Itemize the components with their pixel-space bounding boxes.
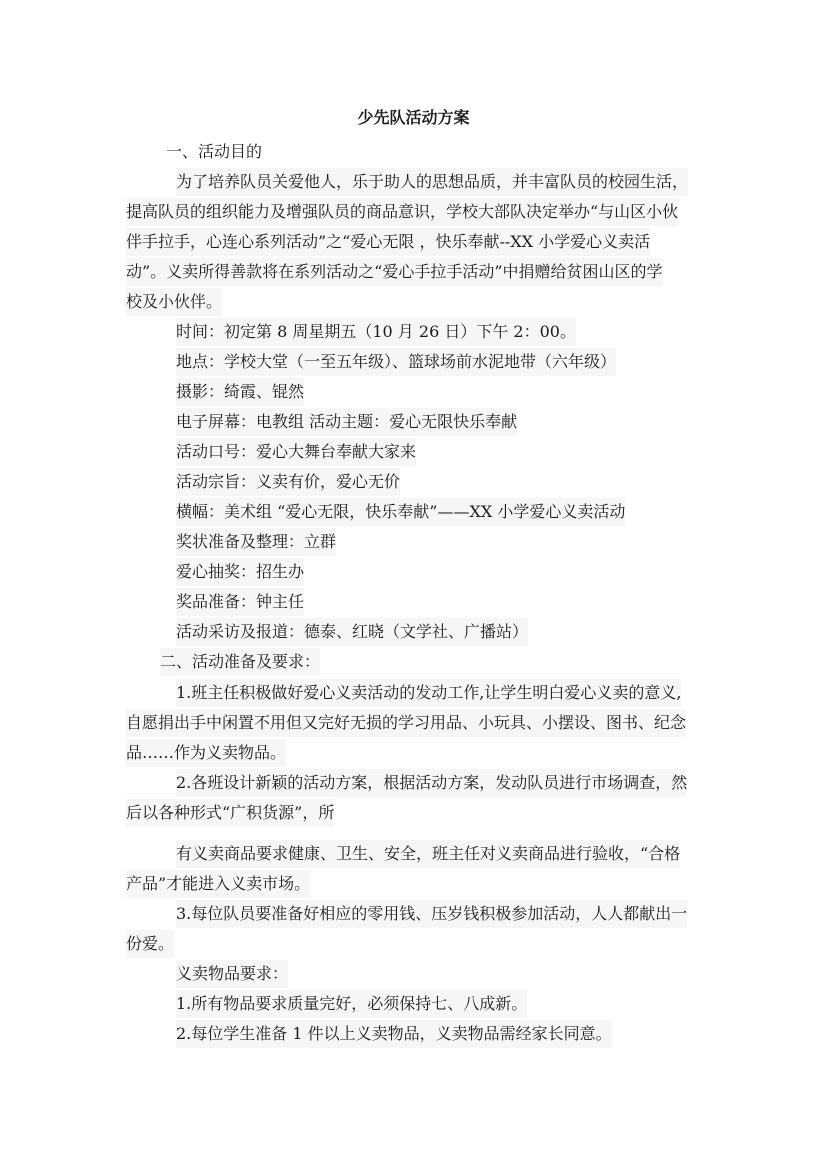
- info-line-time: 时间：初定第 8 周星期五（10 月 26 日）下午 2：00。: [176, 318, 576, 346]
- paragraph-line: 伴手拉手，心连心系列活动”之“爱心无限 ，快乐奉献--XX 小学爱心义卖活: [126, 228, 650, 256]
- paragraph-line: 份爱。: [126, 930, 174, 958]
- paragraph-line: 2.各班设计新颖的活动方案，根据活动方案，发动队员进行市场调查，然: [176, 769, 687, 797]
- info-line-lottery: 爱心抽奖：招生办: [176, 558, 304, 586]
- paragraph-line: 自愿捐出手中闲置不用但又完好无损的学习用品、小玩具、小摆设、图书、纪念: [126, 709, 686, 737]
- info-line-photography: 摄影：绮霞、锟然: [176, 378, 304, 406]
- section-heading-preparation: 二、活动准备及要求：: [160, 648, 320, 676]
- paragraph-line: 校及小伙伴。: [126, 288, 222, 316]
- paragraph-line: 3.每位队员要准备好相应的零用钱、压岁钱积极参加活动，人人都献出一: [176, 900, 687, 928]
- info-line-banner: 横幅：美术组 “爱心无限，快乐奉献”——XX 小学爱心义卖活动: [176, 498, 625, 526]
- list-item: 1.所有物品要求质量完好，必须保持七、八成新。: [176, 990, 527, 1018]
- info-line-purpose: 活动宗旨：义卖有价，爱心无价: [176, 468, 400, 496]
- paragraph-line: 为了培养队员关爱他人，乐于助人的思想品质，并丰富队员的校园生活，: [176, 168, 688, 196]
- info-line-certificates: 奖状准备及整理：立群: [176, 528, 336, 556]
- info-line-screen: 电子屏幕：电教组 活动主题：爱心无限快乐奉献: [176, 408, 517, 436]
- paragraph-line: 有义卖商品要求健康、卫生、安全，班主任对义卖商品进行验收，“合格: [176, 840, 680, 868]
- info-line-location: 地点：学校大堂（一至五年级）、篮球场前水泥地带（六年级）: [176, 348, 616, 376]
- paragraph-line: 品……作为义卖物品。: [126, 739, 286, 767]
- paragraph-line: 提高队员的组织能力及增强队员的商品意识，学校大部队决定举办“与山区小伙: [126, 198, 678, 226]
- info-line-prizes: 奖品准备：钟主任: [176, 588, 304, 616]
- paragraph-line: 1.班主任积极做好爱心义卖活动的发动工作,让学生明白爱心义卖的意义,: [176, 679, 681, 707]
- paragraph-line: 产品”才能进入义卖市场。: [126, 870, 310, 898]
- subheading-items-requirements: 义卖物品要求：: [176, 960, 288, 988]
- document-title: 少先队活动方案: [357, 108, 470, 127]
- info-line-slogan: 活动口号：爱心大舞台奉献大家来: [176, 438, 416, 466]
- info-line-reporting: 活动采访及报道：德泰、红晓（文学社、广播站）: [176, 618, 528, 646]
- list-item: 2.每位学生准备 1 件以上义卖物品，义卖物品需经家长同意。: [176, 1020, 612, 1048]
- paragraph-line: 动”。义卖所得善款将在系列活动之“爱心手拉手活动”中捐赠给贫困山区的学: [126, 258, 663, 286]
- paragraph-line: 后以各种形式“广积货源”，所: [126, 799, 334, 827]
- section-heading-purpose: 一、活动目的: [166, 142, 263, 161]
